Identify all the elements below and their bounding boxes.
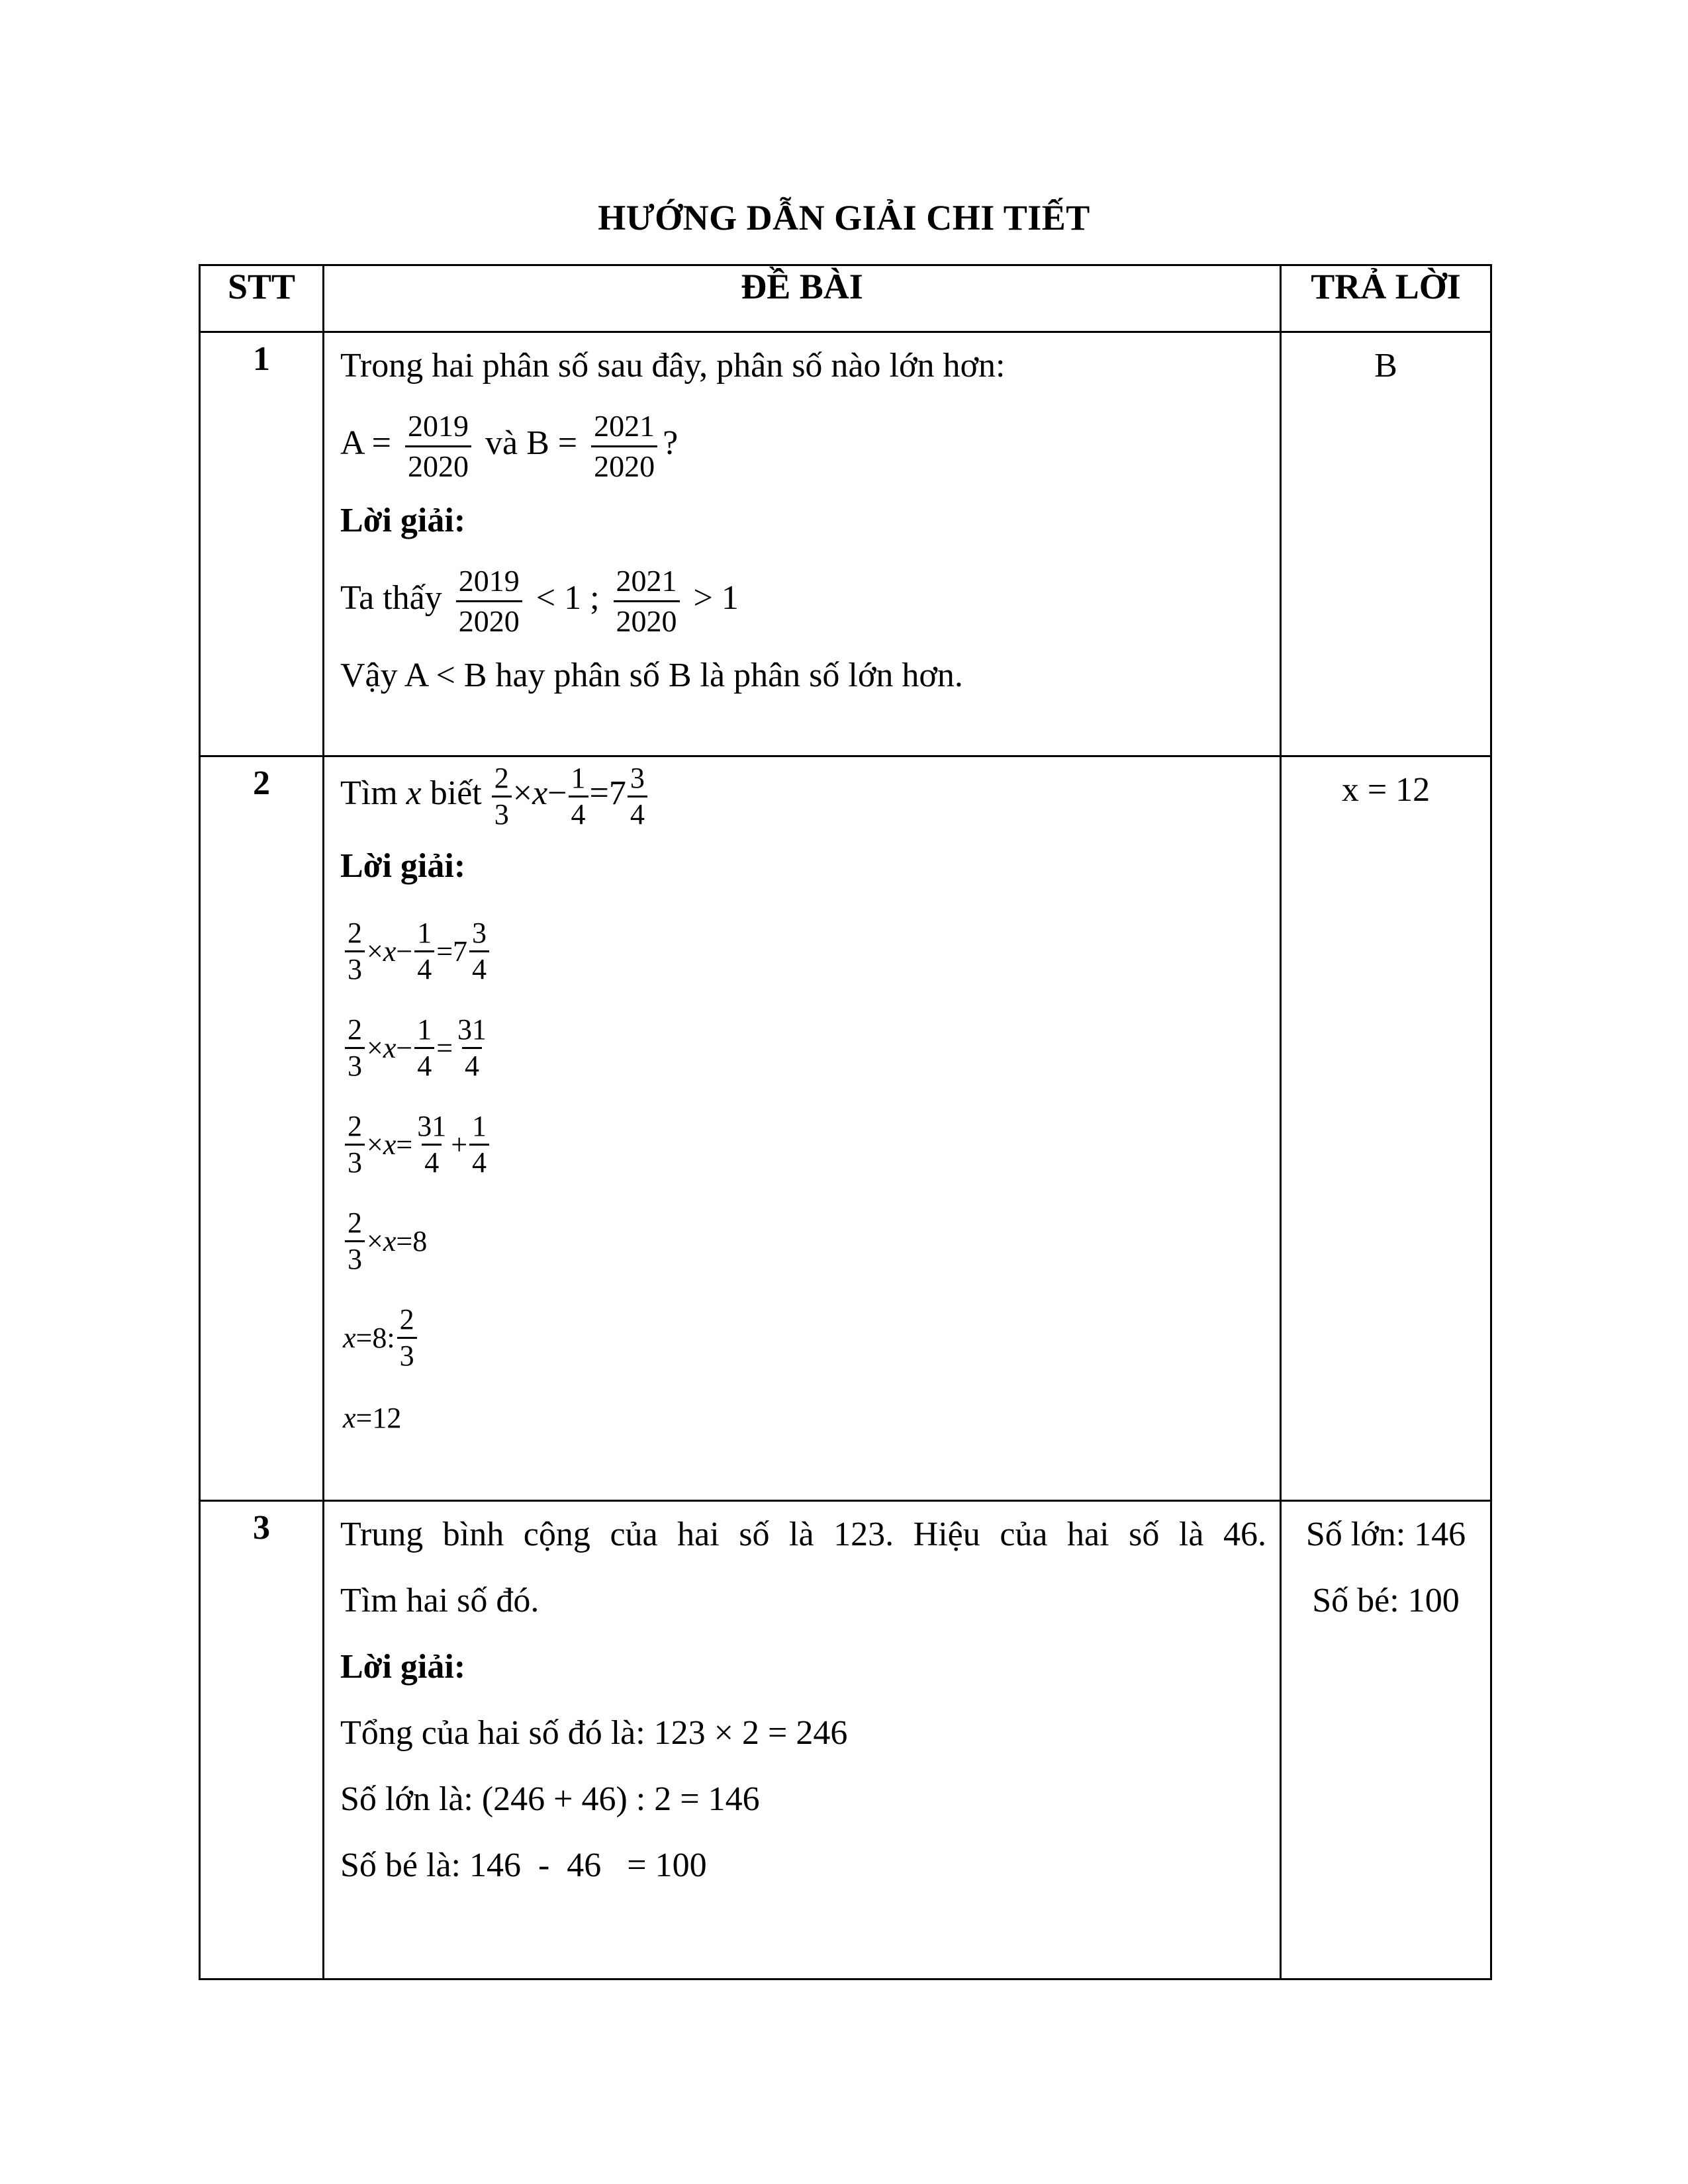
question-cell	[324, 332, 1281, 756]
denominator: 4	[414, 950, 434, 987]
operator: ×	[367, 934, 383, 968]
numerator: 1	[472, 1109, 487, 1142]
numerator: 3	[630, 761, 645, 794]
question-cell	[324, 756, 1281, 1501]
value: 12	[372, 1401, 402, 1434]
denominator: 4	[569, 796, 588, 832]
operator: ×	[512, 774, 533, 812]
numerator: 1	[417, 1013, 432, 1046]
conclusion: Vậy A < B hay phân số B là phân số lớn hơn.	[340, 657, 963, 694]
denominator: 3	[345, 1047, 365, 1083]
fraction	[414, 1013, 434, 1083]
variable: x	[383, 1031, 397, 1064]
solution-step	[340, 554, 1266, 643]
fraction	[345, 1206, 365, 1277]
whole-part: 7	[453, 934, 468, 968]
solution-step	[343, 1193, 1266, 1289]
solution-step	[343, 1096, 1266, 1193]
variable: x	[383, 1224, 397, 1257]
answer-cell	[1281, 332, 1491, 756]
whole-part: 7	[608, 774, 626, 812]
numerator: 1	[417, 916, 432, 949]
operator: +	[451, 1128, 468, 1161]
operator: ×	[367, 1031, 383, 1064]
comparison: < 1 ;	[536, 579, 600, 617]
fraction	[492, 761, 512, 832]
table-row	[200, 756, 1491, 1501]
header-tra-loi: TRẢ LỜI	[1281, 265, 1491, 332]
step-prefix: Ta thấy	[340, 579, 442, 617]
denominator: 4	[462, 1047, 482, 1083]
operator: =	[589, 774, 609, 812]
numerator: 2021	[594, 408, 655, 443]
fraction	[345, 916, 365, 987]
denominator: 4	[422, 1144, 442, 1180]
solution-table	[199, 264, 1492, 1980]
answer-cell	[1281, 756, 1491, 1501]
answer: B	[1374, 347, 1397, 385]
operator: =	[396, 1224, 413, 1257]
question-text: Trung bình cộng của hai số là 123. Hiệu của hai số là 46.	[340, 1516, 1266, 1553]
fraction	[628, 761, 647, 832]
denominator: 2020	[591, 445, 657, 486]
denominator: 3	[492, 796, 512, 832]
denominator: 2020	[405, 445, 471, 486]
header-de-bai: ĐỀ BÀI	[324, 265, 1281, 332]
denominator: 4	[628, 796, 647, 832]
fraction	[345, 1109, 365, 1180]
question-prefix: Tìm	[340, 774, 398, 812]
operator: −	[396, 1031, 413, 1064]
fraction-a	[405, 407, 471, 486]
operator: ×	[367, 1128, 383, 1161]
value: 8	[372, 1321, 387, 1354]
denominator: 2020	[456, 600, 522, 641]
numerator: 31	[417, 1109, 447, 1142]
denominator: 3	[345, 1240, 365, 1277]
table-row	[200, 332, 1491, 756]
row-number: 1	[200, 332, 324, 756]
row-number: 3	[200, 1501, 324, 1979]
fraction	[414, 1109, 449, 1180]
numerator: 2	[399, 1302, 414, 1336]
answer-small: Số bé: 100	[1312, 1582, 1460, 1619]
question-cell	[324, 1501, 1281, 1979]
solution-label: Lời giải:	[340, 502, 466, 539]
operator: :	[387, 1321, 395, 1354]
solution-step: Tổng của hai số đó là: 123 × 2 = 246	[340, 1714, 848, 1752]
denominator: 4	[414, 1047, 434, 1083]
operator: =	[396, 1128, 413, 1161]
label-b: và B =	[485, 424, 578, 462]
operator: =	[436, 934, 453, 968]
numerator: 31	[457, 1013, 487, 1046]
page-title: HƯỚNG DẪN GIẢI CHI TIẾT	[598, 198, 1090, 238]
question-text: Tìm hai số đó.	[340, 1582, 539, 1619]
solution-step	[343, 903, 1266, 999]
denominator: 3	[345, 950, 365, 987]
denominator: 4	[469, 950, 489, 987]
denominator: 2020	[614, 600, 680, 641]
variable: x	[383, 934, 397, 968]
variable: x	[343, 1401, 356, 1434]
solution-step: Số bé là: 146 - 46 = 100	[340, 1846, 707, 1884]
numerator: 2	[348, 916, 362, 949]
fraction	[456, 562, 522, 641]
variable: x	[343, 1321, 356, 1354]
numerator: 1	[571, 761, 586, 794]
operator: =	[355, 1321, 373, 1354]
solution-label: Lời giải:	[340, 847, 466, 885]
solution-step	[343, 1386, 1266, 1449]
question-mark: ?	[663, 424, 679, 462]
numerator: 2	[348, 1206, 362, 1239]
question-text	[340, 757, 1266, 843]
variable: x	[532, 774, 548, 812]
numerator: 2019	[408, 408, 469, 443]
solution-work	[343, 903, 1266, 1449]
row-number: 2	[200, 756, 324, 1501]
header-stt: STT	[200, 265, 324, 332]
denominator: 3	[397, 1337, 417, 1373]
fraction	[614, 562, 680, 641]
solution-step	[343, 999, 1266, 1096]
question-expression	[340, 399, 1266, 488]
numerator: 2021	[616, 563, 677, 598]
denominator: 3	[345, 1144, 365, 1180]
answer-large: Số lớn: 146	[1305, 1516, 1466, 1553]
comparison: > 1	[693, 579, 739, 617]
fraction	[414, 916, 434, 987]
label-a: A =	[340, 424, 392, 462]
table-row	[200, 1501, 1491, 1979]
question-mid: biết	[430, 774, 482, 812]
numerator: 2	[348, 1013, 362, 1046]
fraction	[469, 1109, 489, 1180]
solution-step	[343, 1289, 1266, 1386]
variable: x	[406, 774, 422, 812]
fraction-b	[591, 407, 657, 486]
question-text: Trong hai phân số sau đây, phân số nào lớn hơn:	[340, 347, 1006, 385]
operator: ×	[367, 1224, 383, 1257]
value: 8	[412, 1224, 428, 1257]
solution-step: Số lớn là: (246 + 46) : 2 = 146	[340, 1780, 760, 1818]
numerator: 2	[348, 1109, 362, 1142]
table-header-row	[200, 265, 1491, 332]
variable: x	[383, 1128, 397, 1161]
answer: x = 12	[1341, 771, 1430, 809]
numerator: 2	[494, 761, 509, 794]
fraction	[455, 1013, 489, 1083]
fraction	[569, 761, 588, 832]
operator: =	[355, 1401, 373, 1434]
denominator: 4	[469, 1144, 489, 1180]
answer-cell	[1281, 1501, 1491, 1979]
fraction	[345, 1013, 365, 1083]
numerator: 3	[472, 916, 487, 949]
solution-label: Lời giải:	[340, 1648, 466, 1686]
operator: =	[436, 1031, 453, 1064]
fraction	[469, 916, 489, 987]
operator: −	[547, 774, 567, 812]
fraction	[397, 1302, 417, 1373]
operator: −	[396, 934, 413, 968]
numerator: 2019	[458, 563, 520, 598]
